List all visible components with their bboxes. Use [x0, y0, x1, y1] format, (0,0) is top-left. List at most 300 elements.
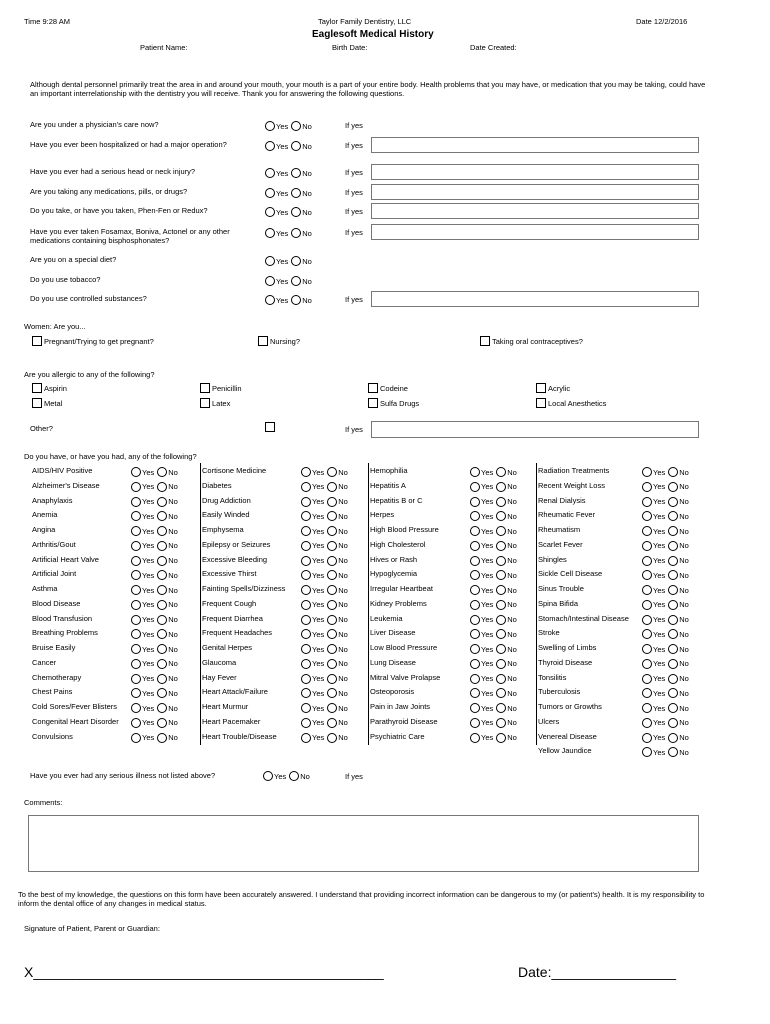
comments-textarea[interactable] — [28, 815, 699, 872]
yes-radio[interactable] — [470, 511, 480, 521]
yes-option[interactable] — [131, 467, 154, 477]
allergy-checkbox[interactable] — [536, 383, 546, 393]
yes-radio[interactable] — [642, 703, 652, 713]
yes-option[interactable] — [301, 718, 324, 728]
no-option[interactable] — [291, 141, 312, 151]
yes-option[interactable] — [301, 644, 324, 654]
no-option[interactable] — [496, 497, 517, 507]
yes-radio[interactable] — [301, 674, 311, 684]
no-option[interactable] — [157, 541, 178, 551]
allergy-codeine[interactable] — [368, 383, 408, 393]
allergy-checkbox[interactable] — [200, 383, 210, 393]
no-radio[interactable] — [668, 585, 678, 595]
no-option[interactable] — [327, 600, 348, 610]
no-radio[interactable] — [668, 482, 678, 492]
no-option[interactable] — [327, 541, 348, 551]
yes-radio[interactable] — [131, 526, 141, 536]
yes-option[interactable] — [470, 703, 493, 713]
yes-radio[interactable] — [301, 497, 311, 507]
yes-option[interactable] — [301, 615, 324, 625]
allergy-checkbox[interactable] — [32, 398, 42, 408]
no-option[interactable] — [668, 659, 689, 669]
yes-option[interactable] — [470, 570, 493, 580]
yes-option[interactable] — [470, 600, 493, 610]
yes-radio[interactable] — [131, 703, 141, 713]
yes-option[interactable] — [642, 629, 665, 639]
no-option[interactable] — [668, 747, 689, 757]
allergy-latex[interactable] — [200, 398, 230, 408]
no-radio[interactable] — [157, 585, 167, 595]
no-option[interactable] — [157, 526, 178, 536]
no-option[interactable] — [668, 556, 689, 566]
yes-option[interactable] — [301, 556, 324, 566]
no-option[interactable] — [157, 718, 178, 728]
yes-radio[interactable] — [131, 511, 141, 521]
yes-option[interactable] — [265, 168, 288, 178]
yes-option[interactable] — [131, 497, 154, 507]
no-radio[interactable] — [157, 629, 167, 639]
yes-radio[interactable] — [642, 674, 652, 684]
yes-option[interactable] — [470, 718, 493, 728]
no-radio[interactable] — [291, 168, 301, 178]
yes-option[interactable] — [131, 674, 154, 684]
no-option[interactable] — [327, 615, 348, 625]
yes-option[interactable] — [642, 600, 665, 610]
yes-radio[interactable] — [642, 659, 652, 669]
no-radio[interactable] — [496, 600, 506, 610]
no-option[interactable] — [668, 497, 689, 507]
yes-radio[interactable] — [470, 497, 480, 507]
no-radio[interactable] — [668, 674, 678, 684]
no-radio[interactable] — [291, 295, 301, 305]
yes-radio[interactable] — [642, 467, 652, 477]
no-option[interactable] — [291, 207, 312, 217]
allergy-checkbox[interactable] — [536, 398, 546, 408]
yes-option[interactable] — [265, 276, 288, 286]
no-radio[interactable] — [157, 644, 167, 654]
yes-radio[interactable] — [301, 615, 311, 625]
no-radio[interactable] — [327, 703, 337, 713]
no-option[interactable] — [327, 718, 348, 728]
yes-radio[interactable] — [301, 482, 311, 492]
yes-option[interactable] — [301, 600, 324, 610]
yes-option[interactable] — [642, 585, 665, 595]
no-radio[interactable] — [327, 733, 337, 743]
yes-radio[interactable] — [470, 556, 480, 566]
no-radio[interactable] — [668, 615, 678, 625]
other-allergy-input[interactable] — [371, 421, 699, 438]
no-option[interactable] — [291, 228, 312, 238]
yes-radio[interactable] — [470, 644, 480, 654]
no-option[interactable] — [157, 570, 178, 580]
if-yes-input[interactable] — [371, 203, 699, 219]
no-radio[interactable] — [291, 141, 301, 151]
no-option[interactable] — [157, 659, 178, 669]
yes-option[interactable] — [265, 256, 288, 266]
yes-radio[interactable] — [470, 703, 480, 713]
no-radio[interactable] — [291, 188, 301, 198]
yes-option[interactable] — [265, 141, 288, 151]
no-option[interactable] — [496, 570, 517, 580]
no-option[interactable] — [668, 585, 689, 595]
no-radio[interactable] — [668, 570, 678, 580]
no-option[interactable] — [291, 256, 312, 266]
no-radio[interactable] — [496, 644, 506, 654]
no-option[interactable] — [668, 511, 689, 521]
no-radio[interactable] — [496, 526, 506, 536]
yes-option[interactable] — [470, 526, 493, 536]
yes-option[interactable] — [131, 688, 154, 698]
yes-option[interactable] — [131, 703, 154, 713]
yes-option[interactable] — [470, 629, 493, 639]
no-option[interactable] — [496, 688, 517, 698]
yes-option[interactable] — [131, 570, 154, 580]
no-radio[interactable] — [291, 121, 301, 131]
yes-radio[interactable] — [470, 629, 480, 639]
no-radio[interactable] — [157, 733, 167, 743]
yes-radio[interactable] — [131, 482, 141, 492]
yes-option[interactable] — [470, 482, 493, 492]
no-radio[interactable] — [496, 482, 506, 492]
yes-radio[interactable] — [642, 600, 652, 610]
yes-option[interactable] — [301, 674, 324, 684]
yes-radio[interactable] — [301, 600, 311, 610]
no-radio[interactable] — [327, 482, 337, 492]
signature-line[interactable]: X_____________________________________________ — [24, 964, 384, 980]
yes-radio[interactable] — [642, 541, 652, 551]
no-option[interactable] — [668, 526, 689, 536]
contraceptives-option[interactable] — [480, 336, 583, 346]
yes-option[interactable] — [642, 703, 665, 713]
no-radio[interactable] — [157, 703, 167, 713]
yes-radio[interactable] — [642, 585, 652, 595]
no-option[interactable] — [668, 688, 689, 698]
yes-option[interactable] — [301, 526, 324, 536]
no-option[interactable] — [327, 511, 348, 521]
no-radio[interactable] — [327, 615, 337, 625]
yes-radio[interactable] — [301, 511, 311, 521]
no-radio[interactable] — [327, 674, 337, 684]
yes-radio[interactable] — [301, 688, 311, 698]
yes-option[interactable] — [470, 467, 493, 477]
no-radio[interactable] — [496, 556, 506, 566]
allergy-checkbox[interactable] — [368, 398, 378, 408]
yes-option[interactable] — [642, 674, 665, 684]
signature-date-line[interactable]: Date:________________ — [518, 964, 677, 980]
yes-option[interactable] — [301, 511, 324, 521]
no-radio[interactable] — [668, 718, 678, 728]
yes-option[interactable] — [131, 482, 154, 492]
yes-radio[interactable] — [642, 644, 652, 654]
yes-option[interactable] — [470, 674, 493, 684]
yes-option[interactable] — [642, 497, 665, 507]
no-option[interactable] — [291, 295, 312, 305]
yes-radio[interactable] — [470, 585, 480, 595]
no-option[interactable] — [668, 541, 689, 551]
no-option[interactable] — [157, 703, 178, 713]
no-option[interactable] — [496, 600, 517, 610]
no-radio[interactable] — [157, 482, 167, 492]
no-option[interactable] — [327, 644, 348, 654]
no-option[interactable] — [327, 497, 348, 507]
no-radio[interactable] — [668, 644, 678, 654]
yes-option[interactable] — [301, 703, 324, 713]
no-radio[interactable] — [327, 541, 337, 551]
yes-radio[interactable] — [470, 718, 480, 728]
yes-option[interactable] — [470, 644, 493, 654]
yes-option[interactable] — [301, 497, 324, 507]
no-radio[interactable] — [496, 688, 506, 698]
no-radio[interactable] — [327, 526, 337, 536]
no-option[interactable] — [157, 644, 178, 654]
no-option[interactable] — [496, 615, 517, 625]
no-radio[interactable] — [157, 541, 167, 551]
allergy-acrylic[interactable] — [536, 383, 570, 393]
no-option[interactable] — [291, 121, 312, 131]
yes-radio[interactable] — [642, 733, 652, 743]
yes-radio[interactable] — [642, 526, 652, 536]
yes-option[interactable] — [263, 771, 286, 781]
other-allergy-checkbox[interactable] — [265, 422, 275, 432]
no-option[interactable] — [157, 629, 178, 639]
yes-radio[interactable] — [470, 482, 480, 492]
yes-radio[interactable] — [301, 629, 311, 639]
no-option[interactable] — [496, 703, 517, 713]
pregnant-checkbox[interactable] — [32, 336, 42, 346]
yes-radio[interactable] — [301, 733, 311, 743]
yes-option[interactable] — [131, 526, 154, 536]
yes-radio[interactable] — [642, 556, 652, 566]
no-radio[interactable] — [668, 497, 678, 507]
no-option[interactable] — [157, 615, 178, 625]
yes-radio[interactable] — [265, 228, 275, 238]
no-radio[interactable] — [157, 659, 167, 669]
no-option[interactable] — [157, 674, 178, 684]
yes-radio[interactable] — [265, 295, 275, 305]
no-radio[interactable] — [496, 467, 506, 477]
yes-radio[interactable] — [642, 718, 652, 728]
if-yes-input[interactable] — [371, 164, 699, 180]
no-option[interactable] — [157, 600, 178, 610]
yes-radio[interactable] — [301, 570, 311, 580]
yes-radio[interactable] — [642, 497, 652, 507]
no-radio[interactable] — [496, 541, 506, 551]
yes-option[interactable] — [131, 600, 154, 610]
no-option[interactable] — [496, 629, 517, 639]
allergy-checkbox[interactable] — [32, 383, 42, 393]
no-option[interactable] — [327, 526, 348, 536]
no-radio[interactable] — [496, 570, 506, 580]
no-radio[interactable] — [291, 276, 301, 286]
no-option[interactable] — [327, 467, 348, 477]
yes-radio[interactable] — [265, 276, 275, 286]
no-option[interactable] — [157, 585, 178, 595]
if-yes-input[interactable] — [371, 224, 699, 240]
no-radio[interactable] — [157, 526, 167, 536]
yes-option[interactable] — [131, 585, 154, 595]
yes-radio[interactable] — [263, 771, 273, 781]
yes-radio[interactable] — [470, 541, 480, 551]
yes-option[interactable] — [642, 747, 665, 757]
yes-option[interactable] — [470, 556, 493, 566]
no-radio[interactable] — [291, 207, 301, 217]
yes-radio[interactable] — [301, 644, 311, 654]
no-radio[interactable] — [157, 511, 167, 521]
yes-option[interactable] — [265, 295, 288, 305]
no-radio[interactable] — [157, 615, 167, 625]
yes-radio[interactable] — [642, 482, 652, 492]
yes-option[interactable] — [301, 482, 324, 492]
no-option[interactable] — [668, 570, 689, 580]
yes-option[interactable] — [301, 733, 324, 743]
no-option[interactable] — [157, 497, 178, 507]
yes-radio[interactable] — [131, 629, 141, 639]
yes-option[interactable] — [470, 615, 493, 625]
nursing-option[interactable] — [258, 336, 300, 346]
nursing-checkbox[interactable] — [258, 336, 268, 346]
yes-radio[interactable] — [131, 497, 141, 507]
no-option[interactable] — [496, 674, 517, 684]
no-option[interactable] — [496, 526, 517, 536]
no-option[interactable] — [668, 718, 689, 728]
no-radio[interactable] — [291, 228, 301, 238]
no-radio[interactable] — [157, 600, 167, 610]
no-radio[interactable] — [668, 600, 678, 610]
yes-option[interactable] — [301, 585, 324, 595]
yes-radio[interactable] — [642, 688, 652, 698]
allergy-aspirin[interactable] — [32, 383, 67, 393]
yes-option[interactable] — [131, 659, 154, 669]
yes-option[interactable] — [642, 688, 665, 698]
yes-option[interactable] — [642, 733, 665, 743]
no-option[interactable] — [291, 168, 312, 178]
yes-radio[interactable] — [470, 733, 480, 743]
yes-option[interactable] — [642, 570, 665, 580]
if-yes-input[interactable] — [371, 137, 699, 153]
yes-option[interactable] — [642, 511, 665, 521]
yes-option[interactable] — [301, 659, 324, 669]
yes-radio[interactable] — [131, 615, 141, 625]
no-radio[interactable] — [327, 659, 337, 669]
yes-radio[interactable] — [470, 674, 480, 684]
yes-radio[interactable] — [642, 615, 652, 625]
no-radio[interactable] — [157, 570, 167, 580]
no-radio[interactable] — [157, 718, 167, 728]
no-option[interactable] — [157, 482, 178, 492]
no-radio[interactable] — [327, 497, 337, 507]
no-radio[interactable] — [496, 615, 506, 625]
no-radio[interactable] — [496, 703, 506, 713]
yes-option[interactable] — [131, 541, 154, 551]
no-radio[interactable] — [327, 556, 337, 566]
yes-option[interactable] — [131, 629, 154, 639]
yes-option[interactable] — [265, 188, 288, 198]
yes-radio[interactable] — [265, 256, 275, 266]
allergy-local-anesthetics[interactable] — [536, 398, 606, 408]
no-radio[interactable] — [668, 703, 678, 713]
yes-option[interactable] — [642, 467, 665, 477]
no-option[interactable] — [668, 733, 689, 743]
no-option[interactable] — [496, 467, 517, 477]
allergy-penicillin[interactable] — [200, 383, 242, 393]
if-yes-input[interactable] — [371, 184, 699, 200]
yes-radio[interactable] — [131, 718, 141, 728]
yes-option[interactable] — [642, 526, 665, 536]
allergy-checkbox[interactable] — [368, 383, 378, 393]
no-option[interactable] — [496, 644, 517, 654]
no-radio[interactable] — [327, 688, 337, 698]
if-yes-input[interactable] — [371, 291, 699, 307]
allergy-sulfa[interactable] — [368, 398, 419, 408]
yes-radio[interactable] — [131, 467, 141, 477]
no-option[interactable] — [157, 733, 178, 743]
yes-option[interactable] — [131, 556, 154, 566]
no-option[interactable] — [668, 467, 689, 477]
no-option[interactable] — [668, 482, 689, 492]
yes-radio[interactable] — [470, 570, 480, 580]
yes-option[interactable] — [265, 121, 288, 131]
yes-radio[interactable] — [642, 570, 652, 580]
yes-option[interactable] — [470, 733, 493, 743]
yes-option[interactable] — [301, 541, 324, 551]
yes-radio[interactable] — [301, 467, 311, 477]
allergy-metal[interactable] — [32, 398, 62, 408]
no-option[interactable] — [289, 771, 310, 781]
no-radio[interactable] — [327, 467, 337, 477]
yes-option[interactable] — [642, 659, 665, 669]
yes-radio[interactable] — [131, 674, 141, 684]
no-option[interactable] — [668, 600, 689, 610]
no-option[interactable] — [157, 556, 178, 566]
no-radio[interactable] — [668, 688, 678, 698]
yes-radio[interactable] — [131, 688, 141, 698]
yes-radio[interactable] — [301, 585, 311, 595]
no-radio[interactable] — [668, 556, 678, 566]
yes-option[interactable] — [131, 733, 154, 743]
no-radio[interactable] — [668, 747, 678, 757]
yes-option[interactable] — [301, 467, 324, 477]
yes-option[interactable] — [470, 688, 493, 698]
yes-option[interactable] — [131, 615, 154, 625]
no-radio[interactable] — [496, 629, 506, 639]
yes-option[interactable] — [642, 556, 665, 566]
no-radio[interactable] — [327, 585, 337, 595]
no-radio[interactable] — [496, 511, 506, 521]
yes-option[interactable] — [301, 629, 324, 639]
yes-radio[interactable] — [131, 733, 141, 743]
no-radio[interactable] — [327, 629, 337, 639]
no-radio[interactable] — [327, 718, 337, 728]
yes-option[interactable] — [131, 718, 154, 728]
no-radio[interactable] — [668, 733, 678, 743]
yes-radio[interactable] — [470, 526, 480, 536]
yes-radio[interactable] — [301, 526, 311, 536]
no-option[interactable] — [668, 703, 689, 713]
yes-option[interactable] — [642, 541, 665, 551]
no-radio[interactable] — [496, 674, 506, 684]
yes-radio[interactable] — [131, 644, 141, 654]
yes-option[interactable] — [642, 615, 665, 625]
contraceptives-checkbox[interactable] — [480, 336, 490, 346]
no-radio[interactable] — [157, 556, 167, 566]
yes-radio[interactable] — [301, 718, 311, 728]
no-radio[interactable] — [496, 497, 506, 507]
yes-option[interactable] — [470, 511, 493, 521]
no-option[interactable] — [496, 556, 517, 566]
yes-radio[interactable] — [301, 703, 311, 713]
no-option[interactable] — [327, 585, 348, 595]
no-option[interactable] — [327, 629, 348, 639]
